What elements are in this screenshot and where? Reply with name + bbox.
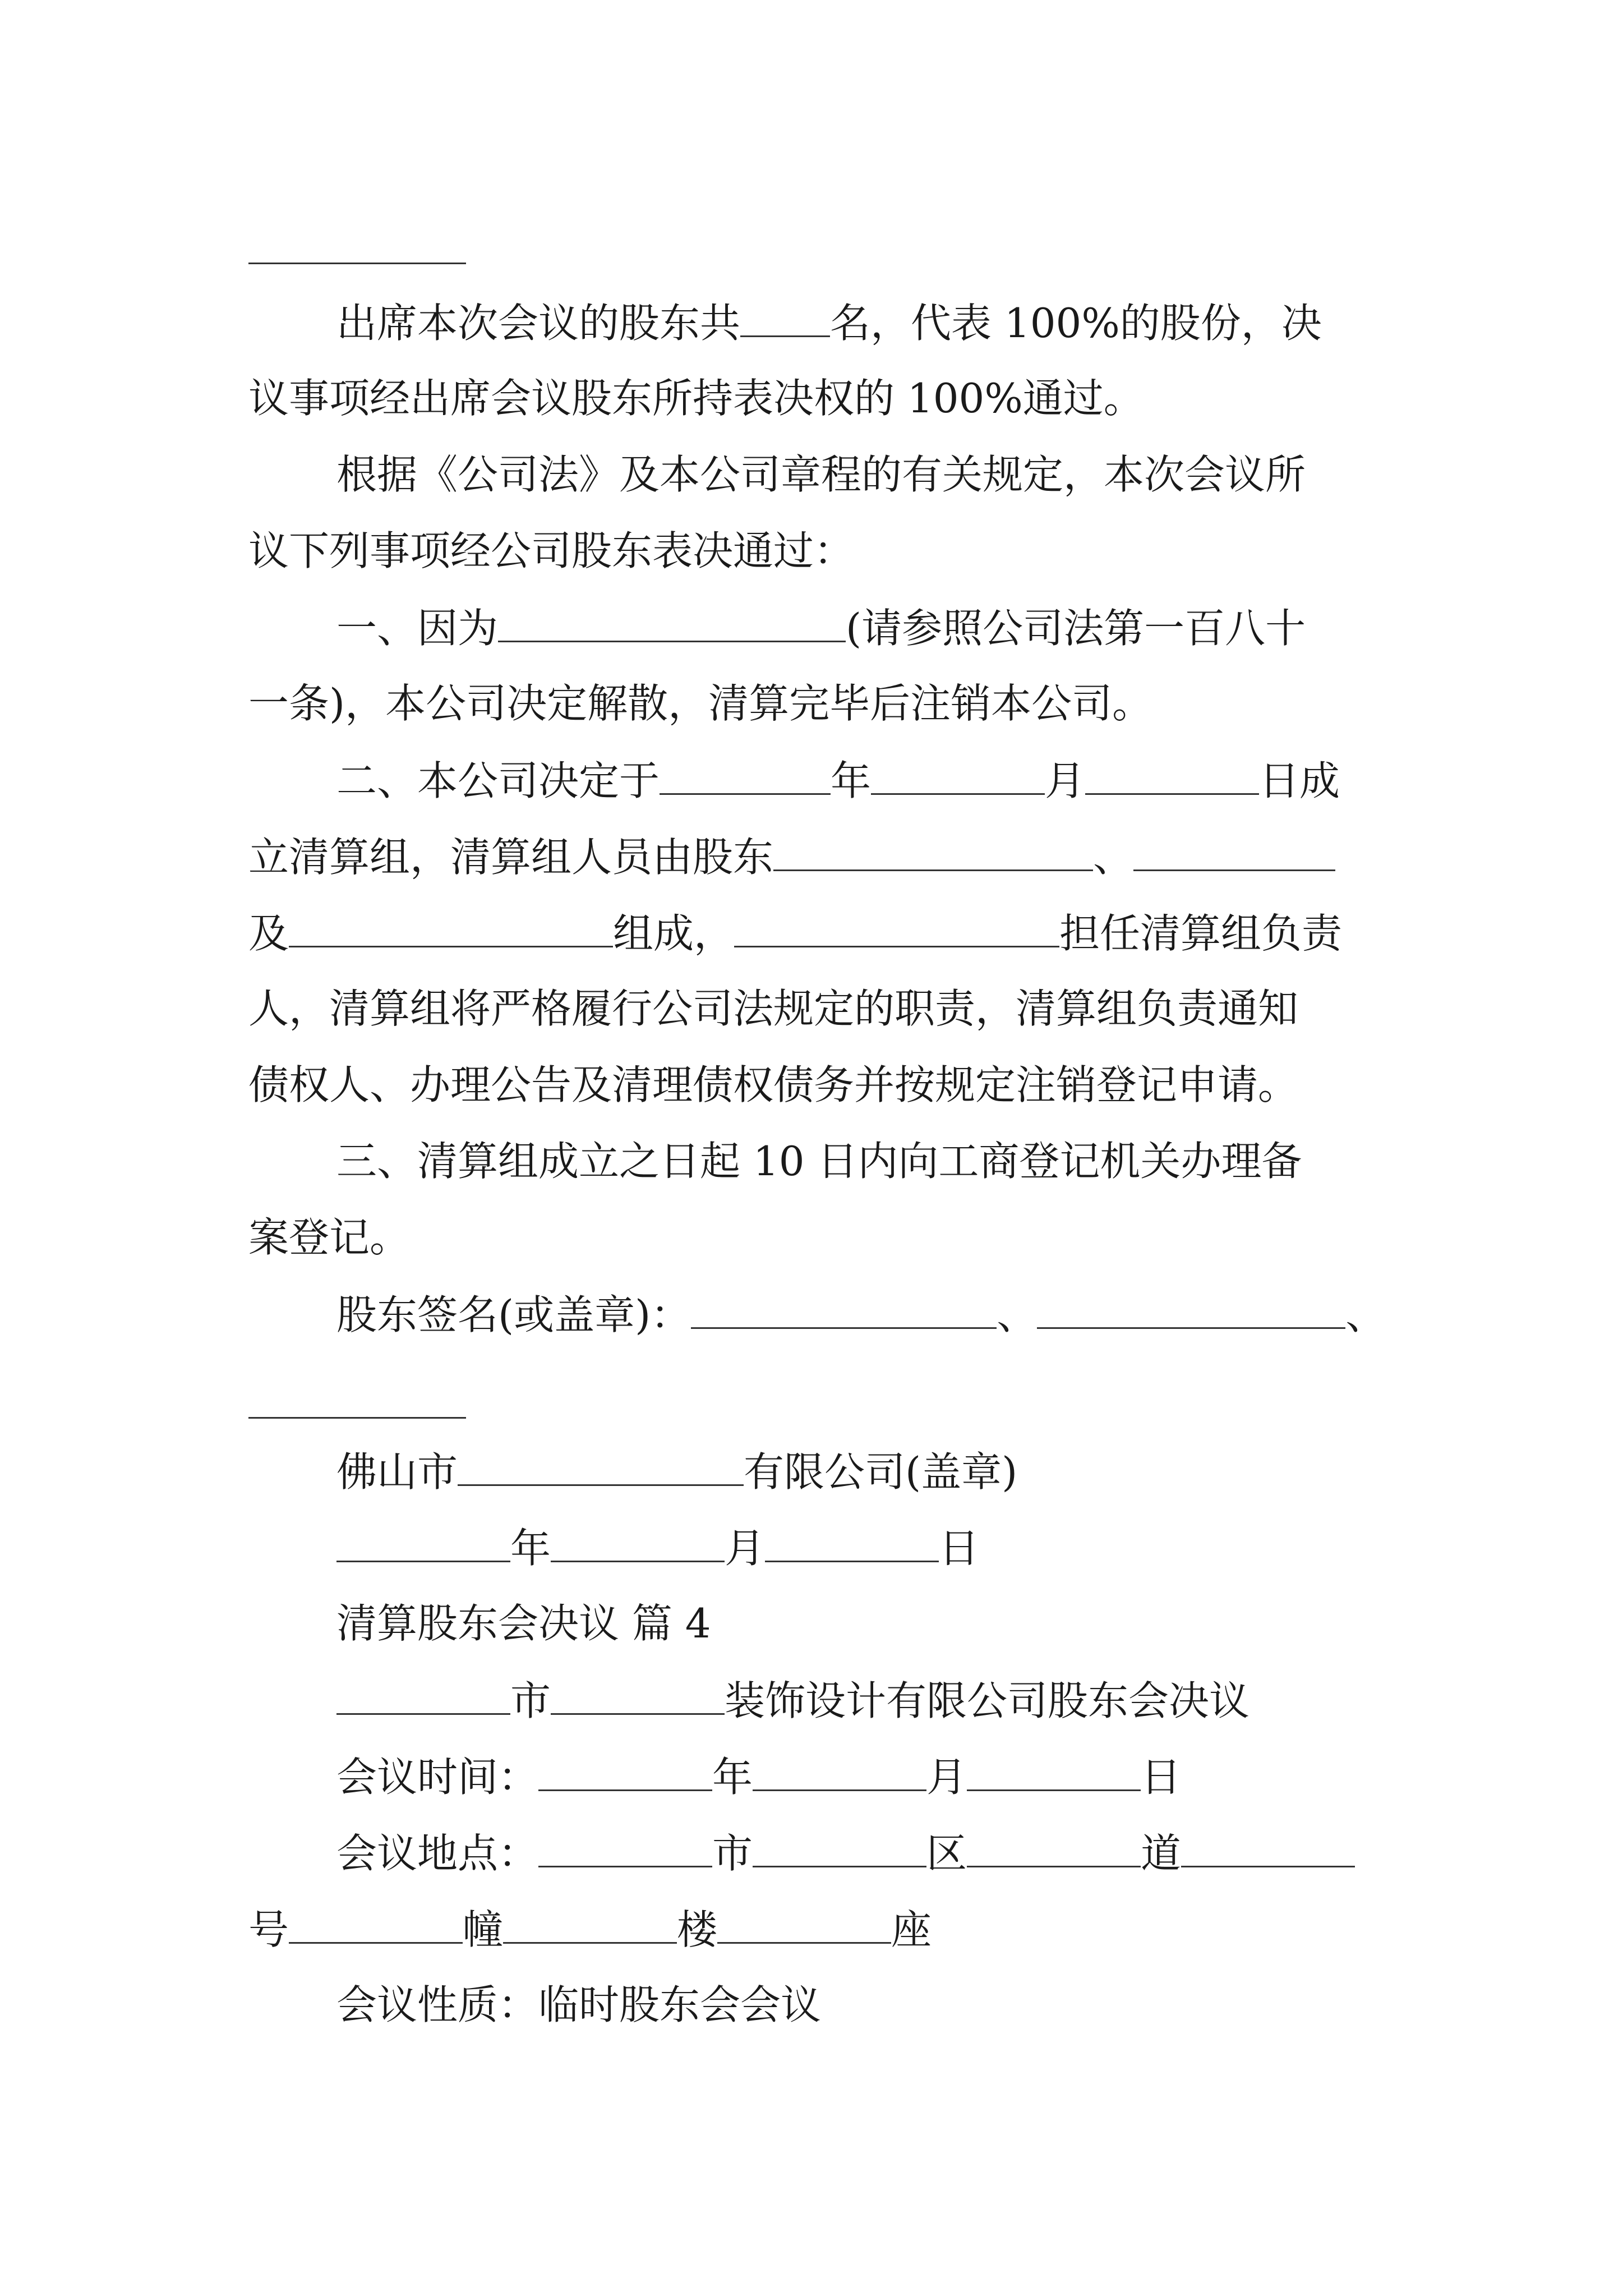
blank-field <box>1133 830 1335 871</box>
blank-field <box>765 1521 939 1562</box>
blank-field <box>740 296 830 337</box>
text: 幢 <box>463 1906 504 1953</box>
paragraph-line: 一条)，本公司决定解散，清算完毕后注销本公司。 <box>248 680 1153 727</box>
blank-field <box>289 907 613 947</box>
text: 号 <box>248 1906 289 1953</box>
paragraph-line <box>336 296 1481 349</box>
text: 日 <box>1141 1754 1182 1801</box>
blank-field <box>551 1674 725 1715</box>
text: 有限公司(盖章) <box>744 1448 1018 1496</box>
meeting-location-line <box>336 1826 1481 1879</box>
blank-field <box>1085 754 1259 795</box>
paragraph-line <box>336 601 1481 654</box>
text: 日 <box>939 1525 980 1572</box>
text: 、 <box>997 1291 1038 1338</box>
blank-field <box>717 1903 891 1944</box>
blank-field <box>773 830 1093 871</box>
meeting-location-line-2 <box>248 1903 1393 1955</box>
text: (请参照公司法第一百八十 <box>846 605 1306 652</box>
paragraph-line: 三、清算组成立之日起 10 日内向工商登记机关办理备 <box>336 1138 1302 1185</box>
text: 、 <box>1093 834 1134 881</box>
text: 股东签名(或盖章)： <box>336 1291 691 1338</box>
paragraph-line <box>248 907 1393 959</box>
text: 会议地点： <box>336 1830 539 1877</box>
meeting-time-line <box>336 1750 1481 1803</box>
paragraph-line <box>336 754 1481 807</box>
blank-field <box>1181 1826 1355 1867</box>
text: 市 <box>510 1677 551 1724</box>
text: 月 <box>725 1525 766 1572</box>
text: 年 <box>510 1525 551 1572</box>
text: 会议时间： <box>336 1754 539 1801</box>
text: 组成， <box>613 910 735 957</box>
text: 二、本公司决定于 <box>336 757 660 804</box>
blank-line <box>248 263 466 264</box>
paragraph-line: 人，清算组将严格履行公司法规定的职责，清算组负责通知 <box>248 985 1299 1032</box>
paragraph-line: 议事项经出席会议股东所持表决权的 100%通过。 <box>248 375 1144 422</box>
blank-field <box>551 1521 725 1562</box>
date-line <box>336 1521 1481 1574</box>
text: 担任清算组负责 <box>1059 910 1343 957</box>
signature-field <box>1037 1288 1345 1329</box>
text: 座 <box>891 1906 932 1953</box>
blank-field <box>498 601 846 642</box>
resolution-title <box>336 1674 1481 1727</box>
text: 区 <box>926 1830 967 1877</box>
text: 道 <box>1141 1830 1182 1877</box>
blank-field <box>458 1445 744 1486</box>
text: 、 <box>1345 1291 1386 1338</box>
company-seal-line <box>336 1445 1481 1498</box>
text: 市 <box>712 1830 753 1877</box>
blank-line <box>248 1417 466 1419</box>
blank-field <box>503 1903 677 1944</box>
text: 月 <box>1045 757 1086 804</box>
signature-line <box>336 1288 1481 1341</box>
blank-field <box>967 1750 1141 1791</box>
text: 一、因为 <box>336 605 499 652</box>
text: 出席本次会议的股东共 <box>336 300 741 347</box>
blank-field <box>538 1750 712 1791</box>
text: 日成 <box>1259 757 1340 804</box>
text: 年 <box>831 757 872 804</box>
blank-field <box>336 1674 510 1715</box>
text: 装饰设计有限公司股东会决议 <box>725 1677 1250 1724</box>
meeting-nature-line: 会议性质：临时股东会会议 <box>336 1981 822 2028</box>
blank-field <box>336 1521 510 1562</box>
blank-field <box>753 1826 926 1867</box>
paragraph-line: 根据《公司法》及本公司章程的有关规定，本次会议所 <box>336 451 1306 498</box>
blank-field <box>660 754 831 795</box>
paragraph-line: 案登记。 <box>248 1214 411 1261</box>
text: 及 <box>248 910 289 957</box>
blank-field <box>871 754 1045 795</box>
text: 楼 <box>677 1906 718 1953</box>
blank-field <box>734 907 1059 947</box>
paragraph-line <box>248 830 1393 883</box>
section-heading: 清算股东会决议 篇 4 <box>336 1600 711 1647</box>
paragraph-line: 债权人、办理公告及清理债权债务并按规定注销登记申请。 <box>248 1061 1299 1108</box>
paragraph-line: 议下列事项经公司股东表决通过： <box>248 527 855 574</box>
text: 年 <box>712 1754 753 1801</box>
text: 月 <box>926 1754 967 1801</box>
blank-field <box>538 1826 712 1867</box>
signature-field <box>691 1288 997 1329</box>
text: 立清算组，清算组人员由股东 <box>248 834 774 881</box>
blank-field <box>753 1750 926 1791</box>
text: 佛山市 <box>336 1448 458 1496</box>
text: 名，代表 100%的股份，决 <box>830 300 1322 347</box>
blank-field <box>967 1826 1141 1867</box>
blank-field <box>289 1903 463 1944</box>
